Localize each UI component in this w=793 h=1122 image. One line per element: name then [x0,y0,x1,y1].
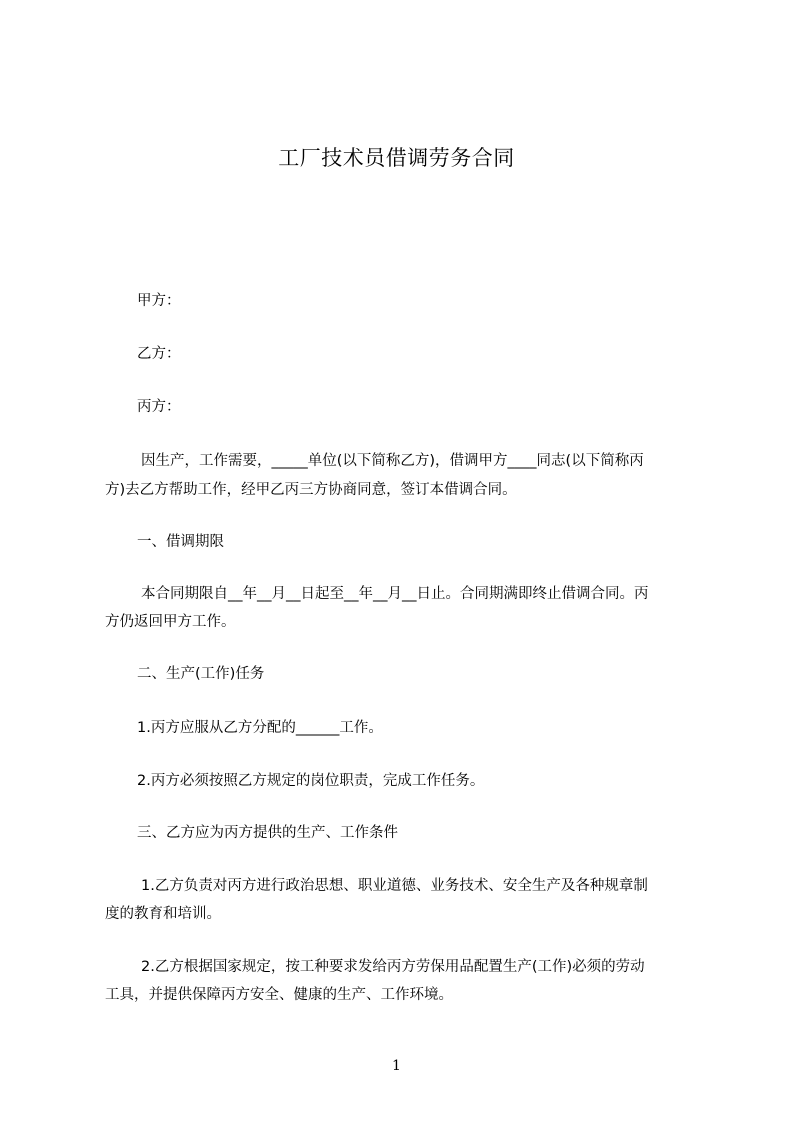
party-c-label: 丙方： [137,399,181,415]
section-2-item-2-text: 2.丙方必须按照乙方规定的岗位职责，完成工作任务。 [137,773,485,789]
section-2-heading-text: 二、生产(工作)任务 [137,666,265,682]
section-3-item-1-line-1 [0,876,793,896]
party-b-line [0,344,793,364]
section-1-text-2: 方仍返回甲方工作。 [105,614,236,630]
section-2-item-1 [0,718,793,738]
party-a-label: 甲方： [137,293,181,309]
intro-paragraph-line-2 [0,480,793,500]
party-b-label: 乙方： [137,346,181,362]
section-3-item-1-line-2 [0,904,793,924]
section-3-item-1-text-1: 1.乙方负责对丙方进行政治思想、职业道德、业务技术、安全生产及各种规章制 [141,878,648,894]
section-1-heading-text: 一、借调期限 [137,534,224,550]
intro-text-2: 方)去乙方帮助工作，经甲乙丙三方协商同意，签订本借调合同。 [105,482,517,498]
section-3-item-2-text-1: 2.乙方根据国家规定，按工种要求发给丙方劳保用品配置生产(工作)必须的劳动 [141,959,645,975]
section-1-text-1: 本合同期限自__年__月__日起至__年__月__日止。合同期满即终止借调合同。丙 [141,586,649,602]
section-3-item-1-text-2: 度的教育和培训。 [105,906,221,922]
section-3-item-2-line-2 [0,985,793,1005]
section-2-item-2 [0,771,793,791]
section-3-item-2-line-1 [0,957,793,977]
intro-paragraph-line-1 [0,451,793,471]
page-number: 1 [392,1058,401,1074]
section-2-heading [0,664,793,684]
section-3-heading-text: 三、乙方应为丙方提供的生产、工作条件 [137,825,398,841]
document-title: 工厂技术员借调劳务合同 [278,146,515,170]
section-2-item-1-text: 1.丙方应服从乙方分配的______工作。 [137,720,383,736]
party-c-line [0,397,793,417]
section-1-paragraph-line-1 [0,584,793,604]
section-3-heading [0,823,793,843]
section-1-paragraph-line-2 [0,612,793,632]
section-3-item-2-text-2: 工具，并提供保障丙方安全、健康的生产、工作环境。 [105,987,453,1003]
intro-text-1: 因生产，工作需要，_____单位(以下简称乙方)，借调甲方____同志(以下简称丙 [141,453,644,469]
section-1-heading [0,532,793,552]
party-a-line [0,291,793,311]
